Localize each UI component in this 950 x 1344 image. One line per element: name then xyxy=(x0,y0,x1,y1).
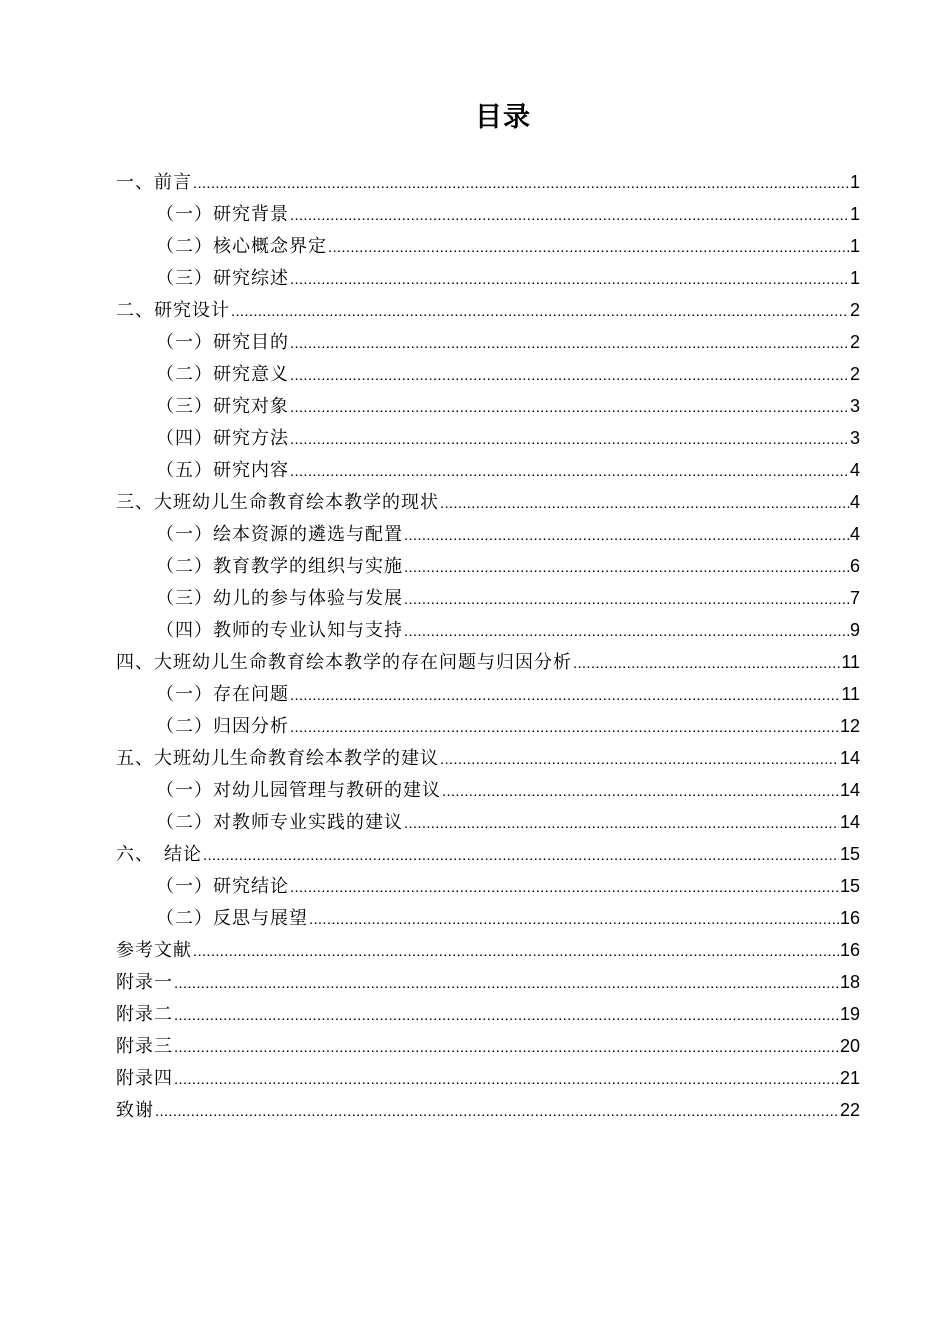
toc-entry-section[interactable] xyxy=(116,774,860,806)
toc-dot-leader xyxy=(290,360,849,392)
toc-entry-page-number: 22 xyxy=(839,1100,860,1120)
toc-entry-label: 六、 结论 xyxy=(116,844,202,865)
toc-entry-page-number: 16 xyxy=(839,940,860,960)
toc-entry-label: （五）研究内容 xyxy=(156,460,289,481)
toc-entry-label: （四）教师的专业认知与支持 xyxy=(156,620,403,641)
toc-entry-page-number: 1 xyxy=(849,172,860,192)
toc-entry-section[interactable] xyxy=(116,678,860,710)
toc-dot-leader xyxy=(573,648,840,680)
toc-dot-leader xyxy=(290,712,839,744)
toc-entry-label: 五、大班幼儿生命教育绘本教学的建议 xyxy=(116,748,439,769)
toc-entry-chapter[interactable] xyxy=(116,166,860,198)
toc-entry-section[interactable] xyxy=(116,454,860,486)
toc-dot-leader xyxy=(174,1000,839,1032)
toc-entry-label: （二）归因分析 xyxy=(156,716,289,737)
toc-entry-page-number: 20 xyxy=(839,1036,860,1056)
toc-entry-chapter[interactable] xyxy=(116,1094,860,1126)
toc-entry-chapter[interactable] xyxy=(116,1062,860,1094)
toc-dot-leader xyxy=(440,488,849,520)
toc-entry-label: 二、研究设计 xyxy=(116,300,230,321)
toc-entry-label: 三、大班幼儿生命教育绘本教学的现状 xyxy=(116,492,439,513)
toc-dot-leader xyxy=(290,264,849,296)
toc-dot-leader xyxy=(155,1096,839,1128)
toc-entry-page-number: 14 xyxy=(839,812,860,832)
toc-dot-leader xyxy=(404,520,849,552)
toc-entry-section[interactable] xyxy=(116,390,860,422)
toc-entry-section[interactable] xyxy=(116,870,860,902)
toc-entry-page-number: 3 xyxy=(849,396,860,416)
toc-entry-page-number: 7 xyxy=(849,588,860,608)
toc-entry-label: （四）研究方法 xyxy=(156,428,289,449)
page-title: 目录 xyxy=(475,102,531,133)
toc-entry-page-number: 11 xyxy=(841,652,860,672)
toc-entry-chapter[interactable] xyxy=(116,646,860,678)
toc-dot-leader xyxy=(328,232,849,264)
toc-entry-label: 附录三 xyxy=(116,1036,173,1057)
toc-dot-leader xyxy=(231,296,849,328)
toc-dot-leader xyxy=(174,968,839,1000)
toc-dot-leader xyxy=(290,392,849,424)
toc-entry-page-number: 21 xyxy=(839,1068,860,1088)
toc-entry-label: （三）研究对象 xyxy=(156,396,289,417)
toc-entry-label: （一）研究背景 xyxy=(156,204,289,225)
toc-entry-chapter[interactable] xyxy=(116,486,860,518)
toc-dot-leader xyxy=(290,872,839,904)
toc-entry-label: （二）核心概念界定 xyxy=(156,236,327,257)
toc-dot-leader xyxy=(440,744,839,776)
toc-entry-label: （一）研究结论 xyxy=(156,876,289,897)
toc-entry-page-number: 6 xyxy=(849,556,860,576)
toc-dot-leader xyxy=(404,552,849,584)
toc-entry-chapter[interactable] xyxy=(116,1030,860,1062)
toc-entry-label: （三）研究综述 xyxy=(156,268,289,289)
toc-entry-chapter[interactable] xyxy=(116,838,860,870)
toc-entry-section[interactable] xyxy=(116,422,860,454)
toc-entry-page-number: 12 xyxy=(839,716,860,736)
toc-entry-label: 附录四 xyxy=(116,1068,173,1089)
toc-dot-leader xyxy=(290,424,849,456)
toc-entry-label: （一）绘本资源的遴选与配置 xyxy=(156,524,403,545)
toc-entry-label: （二）反思与展望 xyxy=(156,908,308,929)
toc-entry-page-number: 1 xyxy=(849,236,860,256)
toc-entry-label: 一、前言 xyxy=(116,172,192,193)
toc-entry-label: （一）存在问题 xyxy=(156,684,289,705)
toc-dot-leader xyxy=(174,1032,839,1064)
toc-entry-label: （一）对幼儿园管理与教研的建议 xyxy=(156,780,441,801)
toc-entry-section[interactable] xyxy=(116,550,860,582)
toc-entry-section[interactable] xyxy=(116,582,860,614)
toc-entry-section[interactable] xyxy=(116,358,860,390)
toc-entry-label: （一）研究目的 xyxy=(156,332,289,353)
toc-dot-leader xyxy=(404,616,849,648)
toc-dot-leader xyxy=(193,936,839,968)
toc-entry-section[interactable] xyxy=(116,230,860,262)
toc-dot-leader xyxy=(290,680,840,712)
toc-dot-leader xyxy=(404,808,839,840)
toc-entry-label: 附录二 xyxy=(116,1004,173,1025)
toc-entry-chapter[interactable] xyxy=(116,934,860,966)
toc-entry-section[interactable] xyxy=(116,806,860,838)
toc-entry-page-number: 14 xyxy=(839,748,860,768)
toc-entry-chapter[interactable] xyxy=(116,998,860,1030)
toc-dot-leader xyxy=(193,168,849,200)
toc-entry-page-number: 4 xyxy=(849,460,860,480)
toc-dot-leader xyxy=(290,200,849,232)
toc-entry-label: 附录一 xyxy=(116,972,173,993)
toc-entry-page-number: 15 xyxy=(839,844,860,864)
toc-dot-leader xyxy=(174,1064,839,1096)
toc-entry-page-number: 15 xyxy=(839,876,860,896)
toc-entry-section[interactable] xyxy=(116,262,860,294)
toc-entry-page-number: 11 xyxy=(841,684,860,704)
toc-entry-page-number: 16 xyxy=(839,908,860,928)
toc-dot-leader xyxy=(203,840,839,872)
toc-entry-page-number: 2 xyxy=(849,300,860,320)
toc-entry-page-number: 4 xyxy=(849,524,860,544)
toc-entry-label: 致谢 xyxy=(116,1100,154,1121)
toc-entry-chapter[interactable] xyxy=(116,742,860,774)
toc-entry-label: （三）幼儿的参与体验与发展 xyxy=(156,588,403,609)
toc-entry-section[interactable] xyxy=(116,326,860,358)
toc-entry-label: 四、大班幼儿生命教育绘本教学的存在问题与归因分析 xyxy=(116,652,572,673)
table-of-contents xyxy=(116,166,860,1126)
toc-dot-leader xyxy=(442,776,839,808)
toc-entry-page-number: 18 xyxy=(839,972,860,992)
toc-entry-label: （二）对教师专业实践的建议 xyxy=(156,812,403,833)
toc-entry-page-number: 1 xyxy=(849,204,860,224)
toc-entry-label: 参考文献 xyxy=(116,940,192,961)
toc-entry-page-number: 2 xyxy=(849,364,860,384)
toc-entry-label: （二）教育教学的组织与实施 xyxy=(156,556,403,577)
toc-entry-page-number: 9 xyxy=(849,620,860,640)
toc-entry-section[interactable] xyxy=(116,902,860,934)
toc-dot-leader xyxy=(290,328,849,360)
toc-entry-page-number: 19 xyxy=(839,1004,860,1024)
toc-entry-chapter[interactable] xyxy=(116,294,860,326)
toc-entry-page-number: 3 xyxy=(849,428,860,448)
toc-entry-page-number: 4 xyxy=(849,492,860,512)
toc-entry-section[interactable] xyxy=(116,518,860,550)
toc-entry-section[interactable] xyxy=(116,710,860,742)
toc-entry-page-number: 1 xyxy=(849,268,860,288)
toc-dot-leader xyxy=(309,904,839,936)
toc-entry-section[interactable] xyxy=(116,614,860,646)
toc-dot-leader xyxy=(404,584,849,616)
toc-entry-chapter[interactable] xyxy=(116,966,860,998)
toc-dot-leader xyxy=(290,456,849,488)
toc-entry-page-number: 14 xyxy=(839,780,860,800)
toc-entry-page-number: 2 xyxy=(849,332,860,352)
toc-entry-section[interactable] xyxy=(116,198,860,230)
toc-entry-label: （二）研究意义 xyxy=(156,364,289,385)
